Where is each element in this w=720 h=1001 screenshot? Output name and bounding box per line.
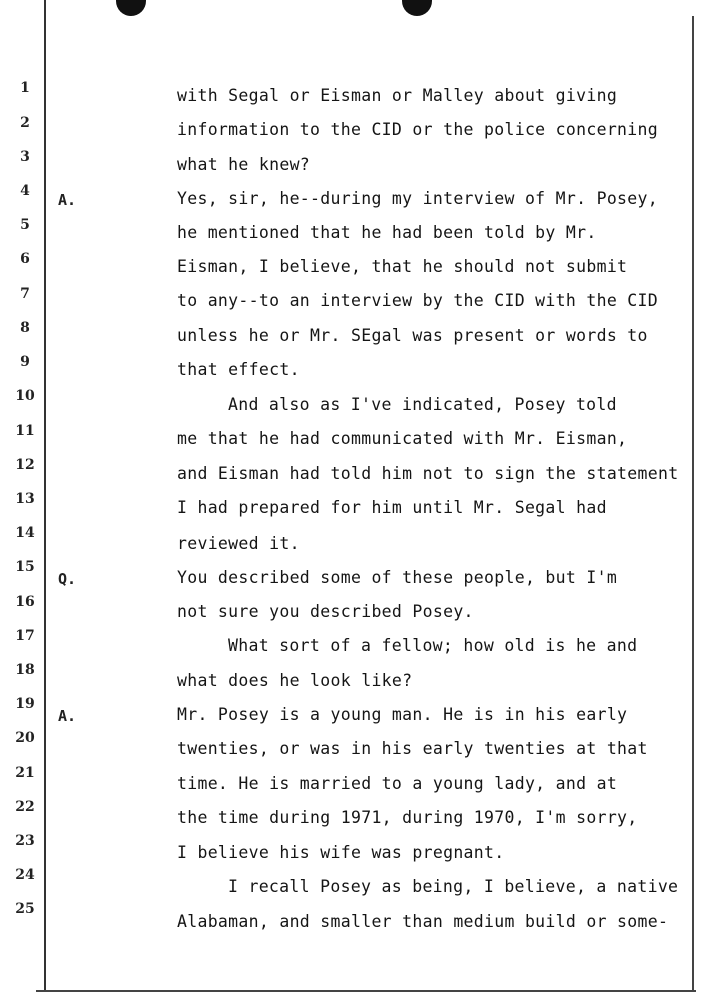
transcript-line: what does he look like? (177, 671, 413, 690)
transcript-line: to any--to an interview by the CID with the CID (177, 291, 658, 310)
transcript-line: Yes, sir, he--during my interview of Mr. Posey, (177, 189, 658, 208)
line-number: 15 (15, 559, 35, 575)
line-number: 18 (15, 662, 35, 678)
transcript-line: You described some of these people, but I'm (177, 568, 618, 587)
line-number: 13 (15, 491, 35, 507)
transcript-line: Eisman, I believe, that he should not submit (177, 257, 628, 276)
line-number: 25 (15, 901, 35, 917)
line-number: 17 (15, 628, 35, 644)
transcript-line: I recall Posey as being, I believe, a native (228, 877, 679, 896)
line-number: 7 (20, 286, 30, 302)
line-number: 12 (15, 457, 35, 473)
line-number: 23 (15, 833, 35, 849)
transcript-line: what he knew? (177, 155, 311, 174)
line-number: 6 (20, 251, 30, 267)
answer-marker: A. (58, 191, 77, 209)
transcript-line: me that he had communicated with Mr. Eisman, (177, 429, 628, 448)
line-number: 24 (15, 867, 35, 883)
transcript-line: and Eisman had told him not to sign the statement (177, 464, 679, 483)
transcript-line: information to the CID or the police concerning (177, 120, 658, 139)
line-number: 8 (20, 320, 30, 336)
line-number: 20 (15, 730, 35, 746)
answer-marker: A. (58, 707, 77, 725)
transcript-line: And also as I've indicated, Posey told (228, 395, 617, 414)
right-margin-rule (692, 16, 694, 990)
left-margin-rule (44, 0, 46, 990)
transcript-line: I believe his wife was pregnant. (177, 843, 505, 862)
bottom-border-rule (36, 990, 696, 992)
transcript-line: he mentioned that he had been told by Mr. (177, 223, 597, 242)
line-number: 19 (15, 696, 35, 712)
line-number: 14 (15, 525, 35, 541)
line-number: 10 (15, 388, 35, 404)
transcript-line: time. He is married to a young lady, and at (177, 774, 618, 793)
line-number: 16 (15, 594, 35, 610)
transcript-line: with Segal or Eisman or Malley about giving (177, 86, 618, 105)
transcript-line: Alabaman, and smaller than medium build or some- (177, 912, 669, 931)
line-number: 11 (15, 423, 35, 439)
line-number: 4 (20, 183, 30, 199)
transcript-line: reviewed it. (177, 534, 300, 553)
transcript-line: unless he or Mr. SEgal was present or words to (177, 326, 648, 345)
transcript-line: the time during 1971, during 1970, I'm sorry, (177, 808, 638, 827)
transcript-line: I had prepared for him until Mr. Segal had (177, 498, 607, 517)
line-number: 21 (15, 765, 35, 781)
binder-hole-left (116, 0, 146, 16)
line-number: 5 (20, 217, 30, 233)
question-marker: Q. (58, 570, 77, 588)
binder-hole-right (402, 0, 432, 16)
line-number: 3 (20, 149, 30, 165)
transcript-line: twenties, or was in his early twenties at that (177, 739, 648, 758)
transcript-line: not sure you described Posey. (177, 602, 474, 621)
transcript-line: What sort of a fellow; how old is he and (228, 636, 638, 655)
line-number: 9 (20, 354, 30, 370)
transcript-line: that effect. (177, 360, 300, 379)
line-number: 2 (20, 115, 30, 131)
line-number: 1 (20, 80, 30, 96)
line-number: 22 (15, 799, 35, 815)
transcript-line: Mr. Posey is a young man. He is in his early (177, 705, 628, 724)
